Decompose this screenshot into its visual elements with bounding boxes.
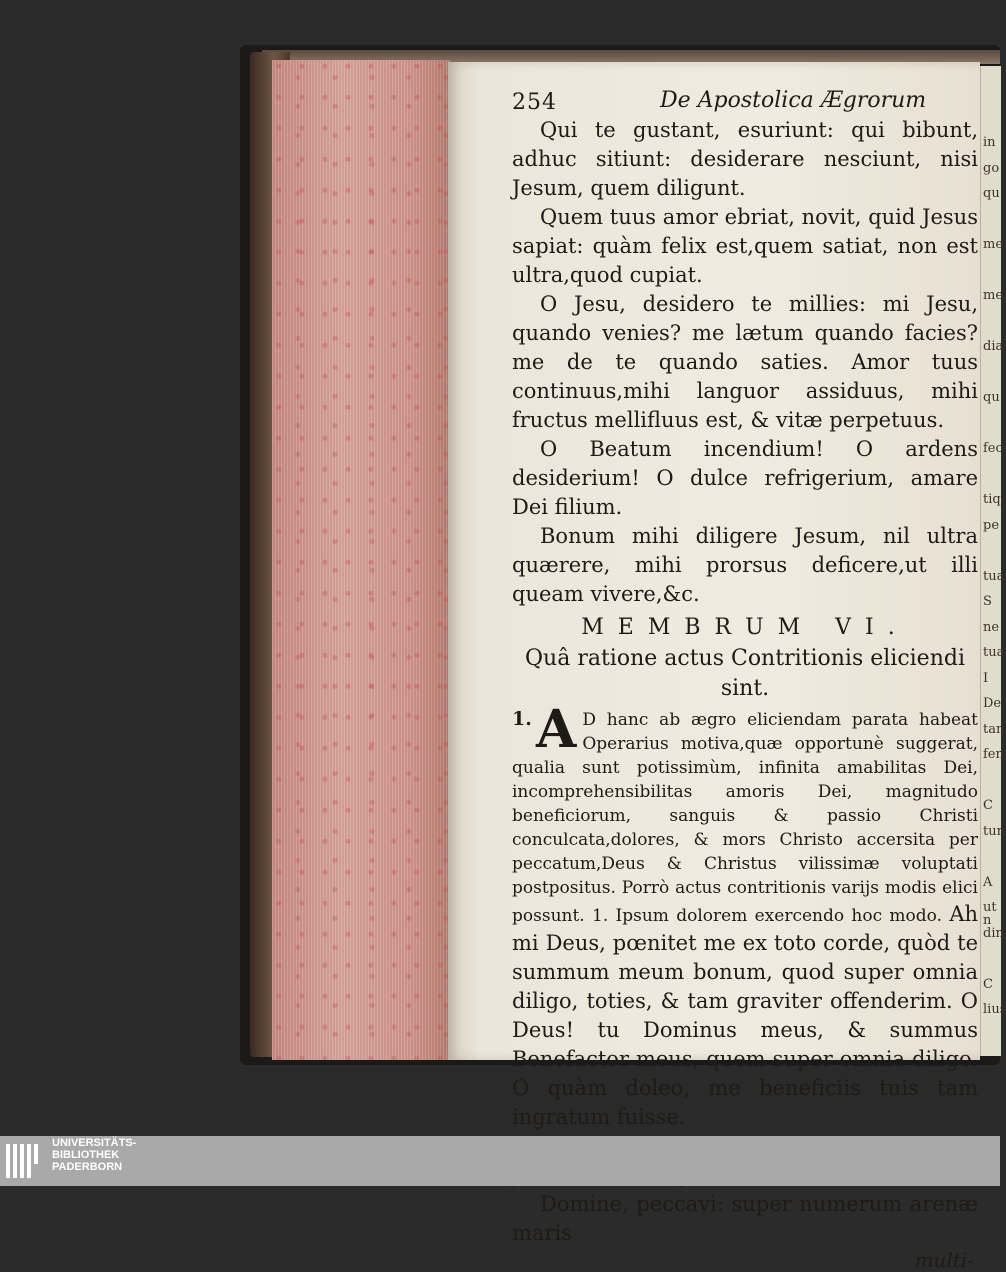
running-title: De Apostolica Ægrorum <box>660 88 927 113</box>
paragraph: Quem tuus amor ebriat, novit, quid Jesus sapiat: quàm felix est,quem satiat, non est ultra,quod cupiat. <box>512 205 978 287</box>
next-page-edge <box>980 66 1006 1056</box>
running-head <box>512 86 978 116</box>
section-heading: MEMBRUM VI. <box>581 615 909 640</box>
article-text-large: Ah mi Deus, pœnitet me ex toto corde, quòd te summum meum bonum, quod super omnia diligo, toties, & tam graviter offenderim. O Deus! tu Dominus meus, & summus Benefactor meus, quem super omnia diligo. O quàm doleo, me beneficiis tuis tam ingratum fuisse. <box>512 902 979 1129</box>
next-page-fragment: C <box>983 976 993 992</box>
library-logo-icon <box>6 1144 46 1178</box>
catchword: multi- <box>914 1248 974 1272</box>
next-page-fragment: I <box>983 670 989 686</box>
next-page-fragment: tan <box>983 721 1005 737</box>
next-page-fragment: tun <box>983 823 1005 839</box>
next-page-fragment: lius <box>983 1002 1006 1017</box>
page-number: 254 <box>512 90 557 115</box>
next-page-fragment: me <box>983 237 1004 252</box>
next-page-fragment: tua <box>983 645 1005 660</box>
footer-bar <box>0 1136 1000 1186</box>
article-number: 1. <box>512 708 532 730</box>
next-page-fragment: pe <box>983 517 1000 533</box>
next-page-fragment: fen <box>983 747 1004 762</box>
section-title: Quâ ratione actus Contritionis eliciendi sint. <box>525 646 965 701</box>
paragraph: O Jesu, desidero te millies: mi Jesu, quando venies? me lætum quando facies? me de te quando saties. Amor tuus continuus,mihi languor assiduus, mihi fructus mellifluus est, & vitæ perpetuus. <box>512 292 978 432</box>
paragraph: Qui te gustant, esuriunt: qui bibunt, adhuc sitiunt: desiderare nesciunt, nisi Jesum, quem diligunt. <box>512 118 978 200</box>
article-text-small: D hanc ab ægro eliciendam parata habeat Operarius motiva,quæ opportunè suggerat, qualia sunt potissimùm, infinita amabilitas Dei, incomprehensibilitas amoris Dei, magnitudo beneficiorum, sanguis & passio Christi conculcata,dolores, & mors Christo accersita per peccatum,Deus & Christus vilissimæ voluptati postpositus. Porrò actus contritionis varijs modis elici possunt. 1. Ipsum dolorem exercendo hoc modo. Ah mi Deus, pœnitet me ex toto corde, quòd te summum meum bonum, quod super omnia diligo, toties, & tam graviter offenderim. O Deus! tu Dominus meus, & summus Benefactor meus, quem super omnia diligo. O quàm doleo, me beneficiis tuis tam ingratum fuisse. <box>512 710 979 1129</box>
dropcap: A <box>536 699 577 760</box>
next-page-fragment: dia <box>983 339 1004 354</box>
next-page-fragment: go <box>983 160 1000 176</box>
page-edges-red <box>272 60 450 1060</box>
next-page-fragment: C <box>983 798 993 813</box>
next-page-fragment: ut n <box>983 900 997 928</box>
next-page-fragment: in <box>983 135 996 150</box>
paragraph: Domine, peccavi: super numerum arenæ maris <box>512 1192 978 1245</box>
next-page-fragment: tiq <box>983 492 1001 507</box>
next-page-fragment: S <box>983 594 992 609</box>
next-page-fragment: De <box>983 696 1002 711</box>
next-page-fragment: ne <box>983 619 1000 635</box>
next-page-fragment: me <box>983 288 1004 303</box>
library-logo-text: UNIVERSITÄTS- BIBLIOTHEK PADERBORN <box>52 1137 137 1173</box>
paragraph: O Beatum incendium! O ardens desiderium! O dulce refrigerium, amare Dei filium. <box>512 437 978 519</box>
next-page-fragment: qu <box>983 186 1000 201</box>
next-page-fragment: qu <box>983 390 1000 405</box>
article-1 <box>512 699 979 1132</box>
page-text <box>512 86 978 1272</box>
next-page-fragment: tua <box>983 568 1005 584</box>
next-page-fragment: din <box>983 925 1004 941</box>
paragraph: Bonum mihi diligere Jesum, nil ultra quærere, mihi prorsus deficere,ut illi queam vivere,&c. <box>512 524 978 606</box>
next-page-fragment: fec <box>983 441 1003 456</box>
next-page-fragment: A <box>983 874 993 890</box>
